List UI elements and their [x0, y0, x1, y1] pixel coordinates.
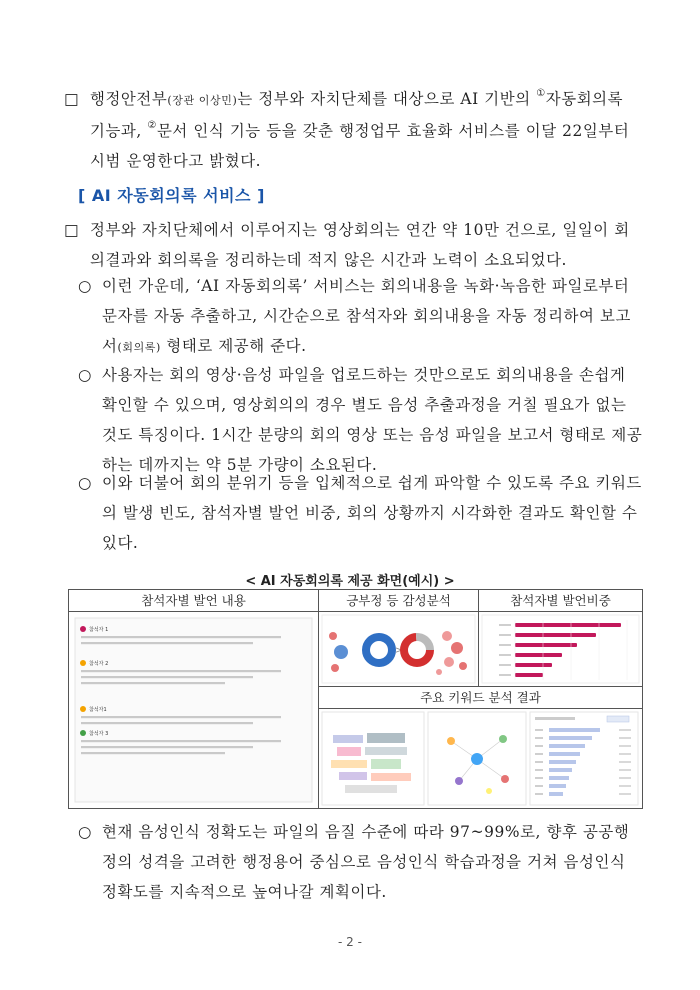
keyword-analysis-screenshot	[319, 709, 642, 808]
circle-bullet: ○	[78, 366, 93, 384]
speaker-name: 참석자 2	[89, 661, 109, 667]
sentiment-node	[459, 662, 467, 670]
header-share: 참석자별 발언비중	[479, 590, 642, 612]
header-speech-content: 참석자별 발언 내용	[69, 590, 318, 612]
header-sentiment: 긍부정 등 감성분석	[319, 590, 478, 612]
paragraph-text: 사용자는 회의 영상·음성 파일을 업로드하는 것만으로도 회의내용을 손쉽게 확인할 수 있으며, 영상회의의 경우 별도 음성 추출과정을 거칠 필요가 없는 것도 특징이다. 1시간 분량의 회의 영상 또는 음성 파일을 보고서 형태로 제공하는 데까지는 약 5분 가량이 소요된다.	[102, 366, 643, 474]
paragraph-text: 현재 음성인식 정확도는 파일의 음질 수준에 따라 97~99%로, 향후 공공행정의 성격을 고려한 행정용어 중심으로 음성인식 학습과정을 거쳐 음성인식 정확도를 지속적으로 높여나갈 계획이다.	[102, 823, 630, 901]
keyword-bar	[549, 768, 572, 772]
share-bar	[515, 673, 543, 677]
share-bar	[515, 643, 577, 647]
speaker-name: 참석자1	[89, 707, 107, 713]
sentiment-node	[334, 645, 348, 659]
speaker-avatar-icon	[80, 626, 86, 632]
keyword-bar	[549, 744, 585, 748]
speaker-name: 참석자 3	[89, 731, 109, 737]
share-bar	[515, 623, 621, 627]
svg-text:>: >	[395, 646, 403, 656]
speaker-name: 참석자 1	[89, 627, 109, 633]
paragraph-text: 이런 가운데, ‘AI 자동회의록’ 서비스는 회의내용을 녹화·녹음한 파일로부터 문자를 자동 추출하고, 시간순으로 참석자와 회의내용을 자동 정리하여 보고서	[102, 277, 631, 355]
share-bar	[515, 653, 562, 657]
speaker-avatar-icon	[80, 660, 86, 666]
keyword-bar	[549, 728, 600, 732]
sentiment-node	[436, 669, 442, 675]
keyword-bar	[549, 792, 563, 796]
intro-text-c: 문서 인식 기능 등을 갖춘 행정업무 효율화 서비스를 이달 22일부터 시범 운영한다고 밝혔다.	[90, 122, 630, 170]
page-number: - 2 -	[338, 935, 362, 949]
sentiment-analysis-screenshot	[319, 612, 478, 686]
intro-note: (장관 이상민)	[167, 94, 238, 107]
intro-text-a: 는 정부와 자치단체를 대상으로 AI 기반의	[237, 90, 537, 108]
paragraph-4	[78, 468, 644, 558]
intro-paragraph	[64, 84, 644, 176]
share-bar	[515, 663, 552, 667]
paragraph-note: (회의록)	[117, 341, 161, 354]
sentiment-node	[451, 642, 463, 654]
keyword-bar	[549, 760, 576, 764]
keyword-bar	[549, 784, 566, 788]
paragraph-1	[64, 215, 644, 275]
section-title: [ AI 자동회의록 서비스 ]	[78, 186, 265, 205]
intro-text-b: 자동회의록 기능과,	[90, 90, 624, 140]
keyword-bar	[549, 752, 580, 756]
square-bullet: □	[64, 90, 80, 108]
paragraph-3	[78, 360, 644, 480]
figure-box	[68, 589, 643, 809]
paragraph-text: 이와 더불어 회의 분위기 등을 입체적으로 쉽게 파악할 수 있도록 주요 키워드의 발생 빈도, 참석자별 발언 비중, 회의 상황까지 시각화한 결과도 확인할 수 있다.	[102, 474, 642, 552]
keyword-bar	[549, 736, 592, 740]
speaker-avatar-icon	[80, 730, 86, 736]
sentiment-node	[442, 631, 452, 641]
paragraph-5	[78, 817, 644, 907]
sentiment-node	[331, 664, 339, 672]
paragraph-text-end: 형태로 제공해 준다.	[160, 337, 307, 355]
speaker-avatar-icon	[80, 706, 86, 712]
circle-bullet: ○	[78, 474, 93, 492]
speech-content-screenshot	[69, 612, 318, 808]
figure-caption: < AI 자동회의록 제공 화면(예시) >	[245, 574, 455, 589]
share-bar	[515, 633, 596, 637]
circle-bullet: ○	[78, 823, 93, 841]
paragraph-text: 정부와 자치단체에서 이루어지는 영상회의는 연간 약 10만 건으로, 일일이 회의결과와 회의록을 정리하는데 적지 않은 시간과 노력이 소요되었다.	[90, 221, 630, 269]
speech-share-screenshot	[479, 612, 642, 686]
footnote-mark-2: ②	[147, 119, 157, 131]
footnote-mark-1: ①	[536, 87, 546, 99]
keyword-bar	[549, 776, 569, 780]
paragraph-2	[78, 271, 644, 363]
square-bullet: □	[64, 221, 80, 239]
intro-text-start: 행정안전부	[90, 90, 168, 108]
circle-bullet: ○	[78, 277, 93, 295]
sentiment-node	[329, 632, 337, 640]
sentiment-node	[444, 657, 454, 667]
header-keywords: 주요 키워드 분석 결과	[319, 687, 642, 709]
